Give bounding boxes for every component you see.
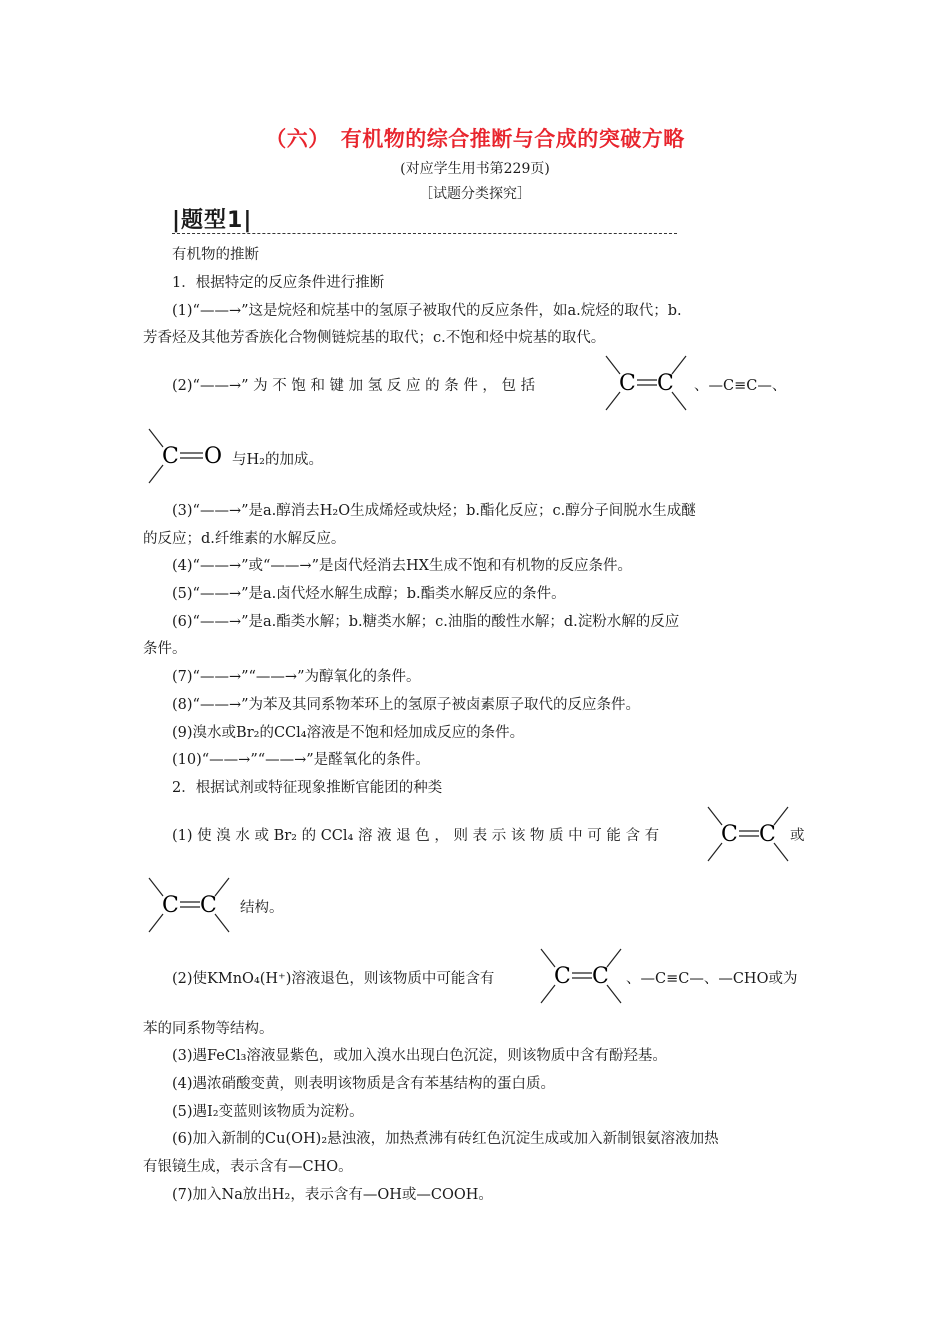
alkene-structure <box>143 874 235 936</box>
section-tag: ［试题分类探究］ <box>419 186 531 202</box>
alkene-structure <box>600 352 692 414</box>
para-1a: (1)“——→”这是烷烃和烷基中的氢原子被取代的反应条件，如a.烷烃的取代；b. <box>172 303 682 319</box>
para-2b: 、—C≡C—、 <box>694 378 787 394</box>
para-10: (10)“——→”“——→”是醛氧化的条件。 <box>172 752 430 768</box>
carbonyl-o: O <box>204 444 223 469</box>
page-reference: (对应学生用书第229页) <box>400 161 550 177</box>
para-3b: 的反应；d.纤维素的水解反应。 <box>143 531 346 547</box>
item-2c: 苯的同系物等结构。 <box>143 1021 274 1037</box>
alkene-c-left: C <box>721 822 738 847</box>
carbonyl-structure <box>143 425 235 487</box>
para-3a: (3)“——→”是a.醇消去H₂O生成烯烃或炔烃；b.酯化反应；c.醇分子间脱水生成醚 <box>172 503 696 519</box>
heading-1: 1．根据特定的反应条件进行推断 <box>172 275 385 291</box>
para-9: (9)溴水或Br₂的CCl₄溶液是不饱和烃加成反应的条件。 <box>172 725 525 741</box>
para-6a: (6)“——→”是a.酯类水解；b.糖类水解；c.油脂的酸性水解；d.淀粉水解的反应 <box>172 614 680 630</box>
page-title: （六） 有机物的综合推断与合成的突破方略 <box>265 127 685 151</box>
alkene-c-left: C <box>619 371 636 396</box>
para-2c: 与H₂的加成。 <box>232 452 323 468</box>
para-5: (5)“——→”是a.卤代烃水解生成醇；b.酯类水解反应的条件。 <box>172 586 566 602</box>
item-6b: 有银镜生成，表示含有—CHO。 <box>143 1159 353 1175</box>
para-7: (7)“——→”“——→”为醇氧化的条件。 <box>172 669 421 685</box>
alkene-structure <box>702 803 794 865</box>
para-2a: (2)“——→” 为 不 饱 和 键 加 氢 反 应 的 条 件 ， 包 括 <box>172 378 536 394</box>
item-5: (5)遇I₂变蓝则该物质为淀粉。 <box>172 1104 364 1120</box>
alkene-c-right: C <box>657 371 674 396</box>
item-2a: (2)使KMnO₄(H⁺)溶液退色，则该物质中可能含有 <box>172 971 495 987</box>
para-6b: 条件。 <box>143 641 187 657</box>
question-type-badge: |题型1| <box>172 208 253 233</box>
item-2b: 、—C≡C—、—CHO或为 <box>626 971 798 987</box>
item-1a: (1) 使 溴 水 或 Br₂ 的 CCl₄ 溶 液 退 色 ， 则 表 示 该 物 质 中 可 能 含 有 <box>172 828 660 844</box>
alkene-c-right: C <box>200 893 217 918</box>
alkene-c-left: C <box>162 893 179 918</box>
section-heading: 有机物的推断 <box>172 247 259 263</box>
item-1c: 结构。 <box>240 900 284 916</box>
alkene-structure <box>535 945 627 1007</box>
alkene-c-right: C <box>592 964 609 989</box>
heading-2: 2．根据试剂或特征现象推断官能团的种类 <box>172 780 443 796</box>
badge-divider <box>172 233 677 234</box>
alkene-c-left: C <box>554 964 571 989</box>
para-4: (4)“——→”或“——→”是卤代烃消去HX生成不饱和有机物的反应条件。 <box>172 558 632 574</box>
item-3: (3)遇FeCl₃溶液显紫色，或加入溴水出现白色沉淀，则该物质中含有酚羟基。 <box>172 1048 667 1064</box>
item-4: (4)遇浓硝酸变黄，则表明该物质是含有苯基结构的蛋白质。 <box>172 1076 556 1092</box>
item-6a: (6)加入新制的Cu(OH)₂悬浊液，加热煮沸有砖红色沉淀生成或加入新制银氨溶液加热 <box>172 1131 719 1147</box>
para-8: (8)“——→”为苯及其同系物苯环上的氢原子被卤素原子取代的反应条件。 <box>172 697 641 713</box>
item-1b: 或 <box>790 828 805 844</box>
alkene-c-right: C <box>759 822 776 847</box>
para-1b: 芳香烃及其他芳香族化合物侧链烷基的取代；c.不饱和烃中烷基的取代。 <box>143 330 606 346</box>
item-7: (7)加入Na放出H₂，表示含有—OH或—COOH。 <box>172 1187 493 1203</box>
carbonyl-c: C <box>162 444 179 469</box>
